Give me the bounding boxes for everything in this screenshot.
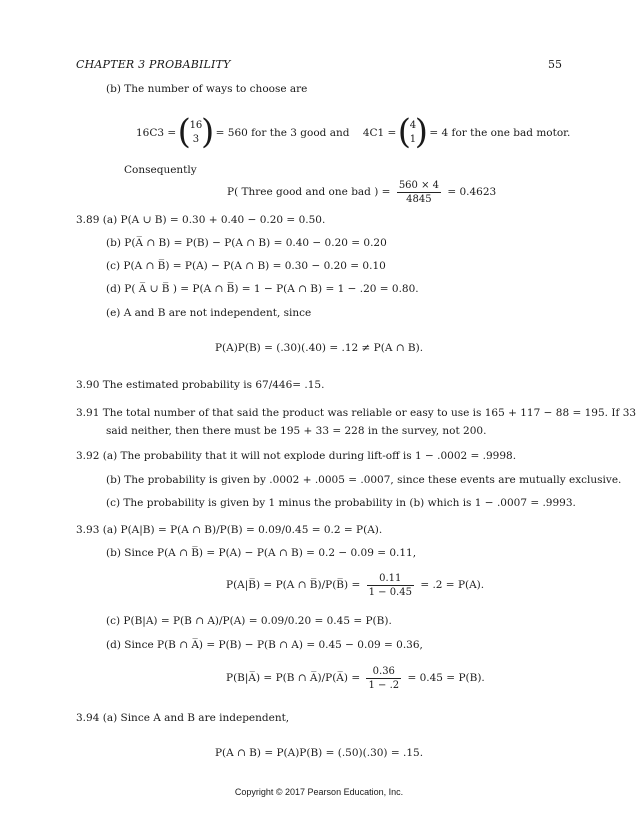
binom1-rhs: = 560 for the 3 good and [215,127,350,139]
chapter-header: CHAPTER 3 PROBABILITY [76,58,231,71]
line-b-ways: (b) The number of ways to choose are [106,83,308,95]
393d-numerator: 0.36 [366,665,401,679]
line-393a: 3.93 (a) P(A|B) = P(A ∩ B)/P(B) = 0.09/0.45 = 0.2 = P(A). [76,524,383,536]
line-392c: (c) The probability is given by 1 minus the probability in (b) which is 1 − .0007 = .9993. [106,497,576,509]
line-393d-equation [226,664,485,692]
line-389e-equation: P(A)P(B) = (.30)(.40) = .12 ≠ P(A ∩ B). [214,342,424,354]
line-393b-equation [226,571,484,599]
line-389d: (d) P( A̅ ∪ B̅ ) = P(A ∩ B̅̅̅̅) = 1 − P(A ∩ B) = 1 − .20 = 0.80. [106,283,419,295]
line-392a: 3.92 (a) The probability that it will not explode during lift-off is 1 − .0002 = .9998. [76,450,517,462]
line-392b: (b) The probability is given by .0002 + .0005 = .0007, since these events are mutually exclusive. [106,474,622,486]
393d-lhs: P(B|A̅) = P(B ∩ A̅)/P(A̅) = [226,672,361,684]
line-389a: 3.89 (a) P(A ∪ B) = 0.30 + 0.40 − 0.20 = 0.50. [76,214,326,226]
binom1-lhs: 16C3 = [136,127,177,139]
line-394a-equation: P(A ∩ B) = P(A)P(B) = (.50)(.30) = .15. [214,747,424,759]
page-number: 55 [548,58,562,71]
393b-lhs: P(A|B̅) = P(A ∩ B̅)/P(B̅) = [226,579,361,591]
393b-numerator: 0.11 [367,572,414,586]
line-391-1: 3.91 The total number of that said the product was reliable or easy to use is 165 + 117 − 88 = 195. If 33 [76,407,637,419]
line-consequently: Consequently [124,164,197,176]
393d-denominator: 1 − .2 [368,679,400,691]
393b-rhs: = .2 = P(A). [420,579,485,591]
line-389e: (e) A and B are not independent, since [106,307,312,319]
binom1: ( 16 3 ) [177,112,215,152]
line-389c: (c) P(A ∩ B̅) = P(A) − P(A ∩ B) = 0.30 − 0.20 = 0.10 [106,260,386,272]
393b-denominator: 1 − 0.45 [368,586,412,598]
393d-fraction [366,665,401,692]
393d-rhs: = 0.45 = P(B). [407,672,485,684]
prob-rhs: = 0.4623 [447,186,497,198]
line-389b: (b) P(A̅ ∩ B) = P(B) − P(A ∩ B) = 0.40 − 0.20 = 0.20 [106,237,387,249]
binom2-bottom: 1 [409,134,417,145]
copyright-footer: Copyright © 2017 Pearson Education, Inc. [234,787,404,797]
line-391-2: said neither, then there must be 195 + 33 = 228 in the survey, not 200. [106,425,487,437]
line-393b: (b) Since P(A ∩ B̅) = P(A) − P(A ∩ B) = 0.2 − 0.09 = 0.11, [106,547,417,559]
prob-lhs: P( Three good and one bad ) = [227,186,391,198]
probability-equation [227,178,496,206]
line-394a: 3.94 (a) Since A and B are independent, [76,712,290,724]
binom2-rhs: = 4 for the one bad motor. [429,127,571,139]
prob-numerator: 560 × 4 [398,179,439,191]
line-390: 3.90 The estimated probability is 67/446= .15. [76,379,325,391]
binom2: ( 4 1 ) [397,112,429,152]
prob-fraction [397,179,441,206]
binom2-top: 4 [409,120,417,131]
binom2-lhs: 4C1 = [362,127,397,139]
binomial-equation-row [136,112,571,152]
prob-denominator: 4845 [406,193,432,205]
binom1-bottom: 3 [192,134,200,145]
line-393d: (d) Since P(B ∩ A̅) = P(B) − P(B ∩ A) = 0.45 − 0.09 = 0.36, [106,639,423,651]
393b-fraction [367,572,414,599]
binom1-top: 16 [189,120,203,131]
line-393c: (c) P(B|A) = P(B ∩ A)/P(A) = 0.09/0.20 = 0.45 = P(B). [106,615,392,627]
